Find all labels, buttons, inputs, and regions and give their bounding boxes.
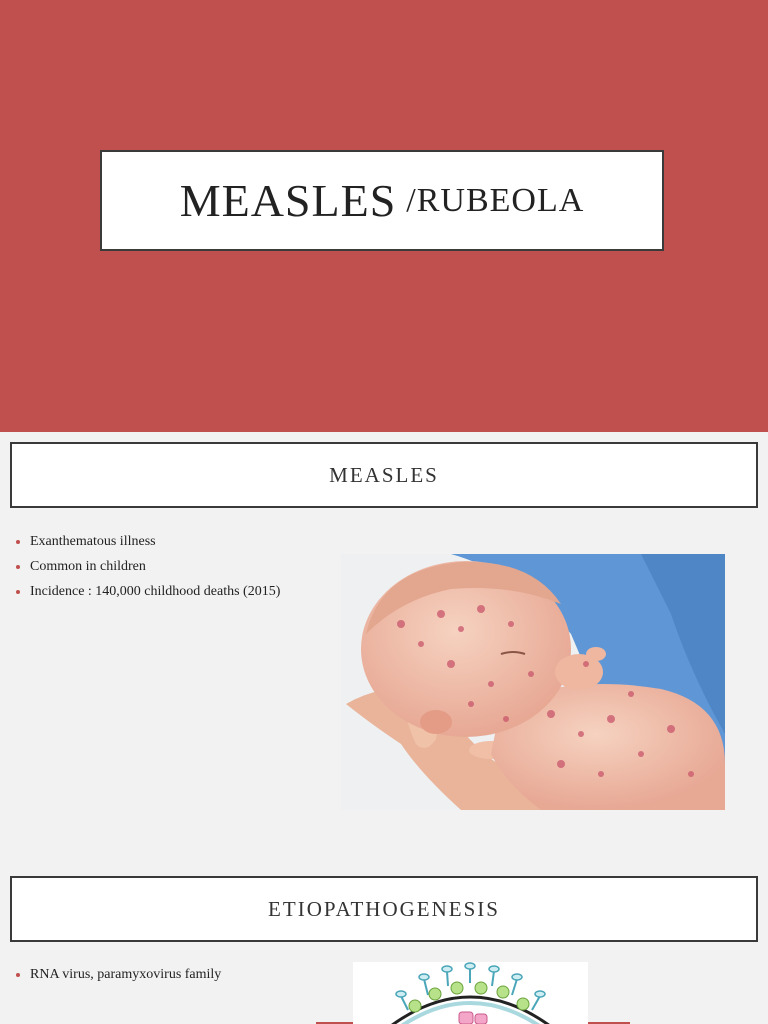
bullet-text: Exanthematous illness — [30, 534, 156, 549]
bullet-item — [14, 529, 280, 554]
bullet-dot-icon — [16, 590, 20, 594]
bullet-text: Incidence : 140,000 childhood deaths (2015) — [30, 584, 281, 599]
measles-slide — [0, 432, 768, 866]
photo-illustration-icon — [341, 554, 725, 810]
virus-diagram-icon — [353, 962, 588, 1024]
baby-with-measles-rash-photo — [341, 554, 725, 810]
title-slide — [0, 0, 768, 432]
bullet-dot-icon — [16, 540, 20, 544]
title-sub: /RUBEOLA — [406, 181, 585, 219]
bullet-text: Common in children — [30, 559, 146, 574]
bullet-list — [14, 529, 280, 604]
title-box — [100, 150, 664, 251]
slide-heading: MEASLES — [10, 442, 758, 508]
title-main: MEASLES — [179, 175, 397, 226]
bullet-item — [14, 579, 280, 604]
bullet-item — [14, 554, 280, 579]
bullet-text: RNA virus, paramyxovirus family — [30, 967, 222, 982]
bullet-list — [14, 962, 221, 987]
bullet-item — [14, 962, 221, 987]
bullet-dot-icon — [16, 973, 20, 977]
slide-heading: ETIOPATHOGENESIS — [10, 876, 758, 942]
etiopathogenesis-slide — [0, 866, 768, 1024]
bullet-dot-icon — [16, 565, 20, 569]
paramyxovirus-diagram — [353, 962, 588, 1024]
